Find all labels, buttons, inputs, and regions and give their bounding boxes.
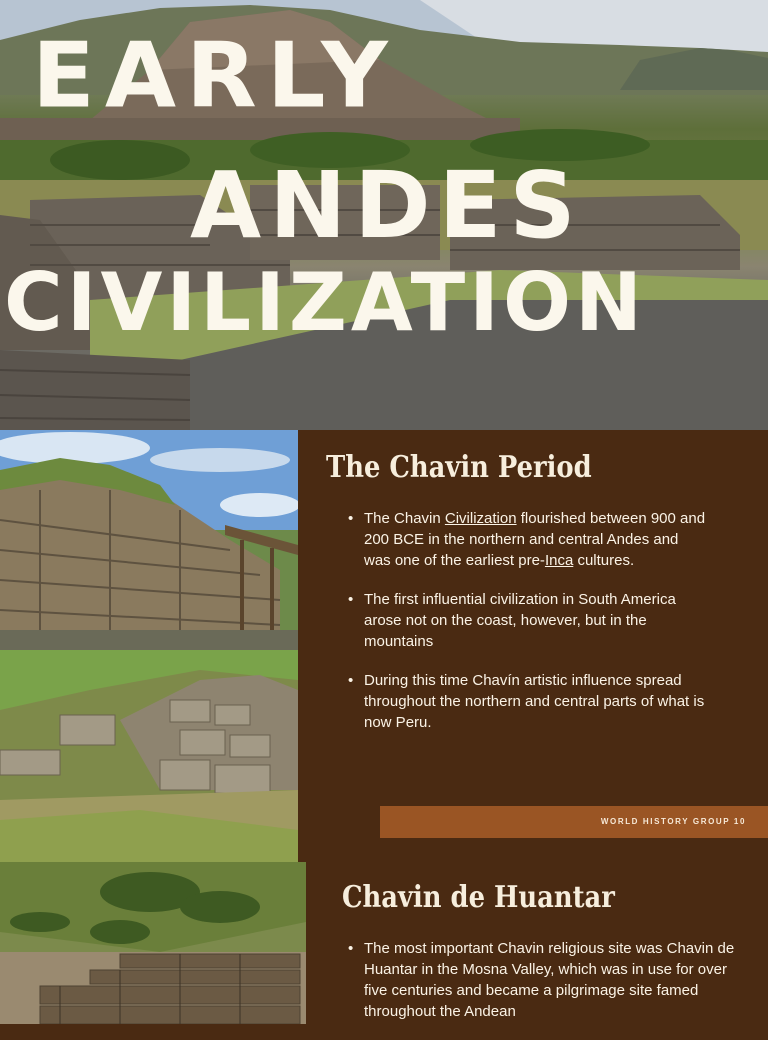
bullet-text: The Chavin	[364, 510, 445, 527]
list-item: • During this time Chavín artistic influence spread throughout the northern and central parts of what is now Peru.	[348, 670, 708, 733]
chavin-period-section	[298, 430, 768, 862]
chavin-de-huantar-photo	[0, 862, 306, 1024]
list-item	[348, 508, 708, 571]
inca-link[interactable]: Inca	[544, 552, 574, 569]
hero-banner	[0, 0, 768, 430]
bullet-list	[348, 508, 708, 751]
bullet-text: flourished between 900 and 200 BCE in the northern and central Andes and was one of the earliest pre-	[364, 510, 706, 569]
bullet-list	[348, 938, 748, 1040]
section-heading: Chavin de Huantar	[342, 880, 615, 915]
list-item: • The most important Chavin religious site was Chavin de Huantar in the Mosna Valley, which was in use for over five centuries and became a pilgrimage site famed throughout the Andean	[348, 938, 748, 1022]
hero-title	[0, 0, 768, 430]
section-heading: The Chavin Period	[326, 450, 592, 485]
group-label: WORLD HISTORY GROUP 10	[600, 817, 746, 826]
chavin-de-huantar-section	[306, 862, 768, 1024]
hero-title-line1: EARLY	[32, 23, 398, 128]
hero-title-line3: CIVILIZATION	[4, 256, 646, 349]
civilization-link[interactable]: Civilization	[444, 510, 517, 527]
bullet-text: cultures.	[573, 552, 635, 569]
group-label-bar	[380, 806, 768, 838]
list-item: • The first influential civilization in South America arose not on the coast, however, but in the mountains	[348, 589, 708, 652]
hero-title-line2: ANDES	[190, 152, 584, 259]
chavin-ruins-photo	[0, 430, 298, 862]
